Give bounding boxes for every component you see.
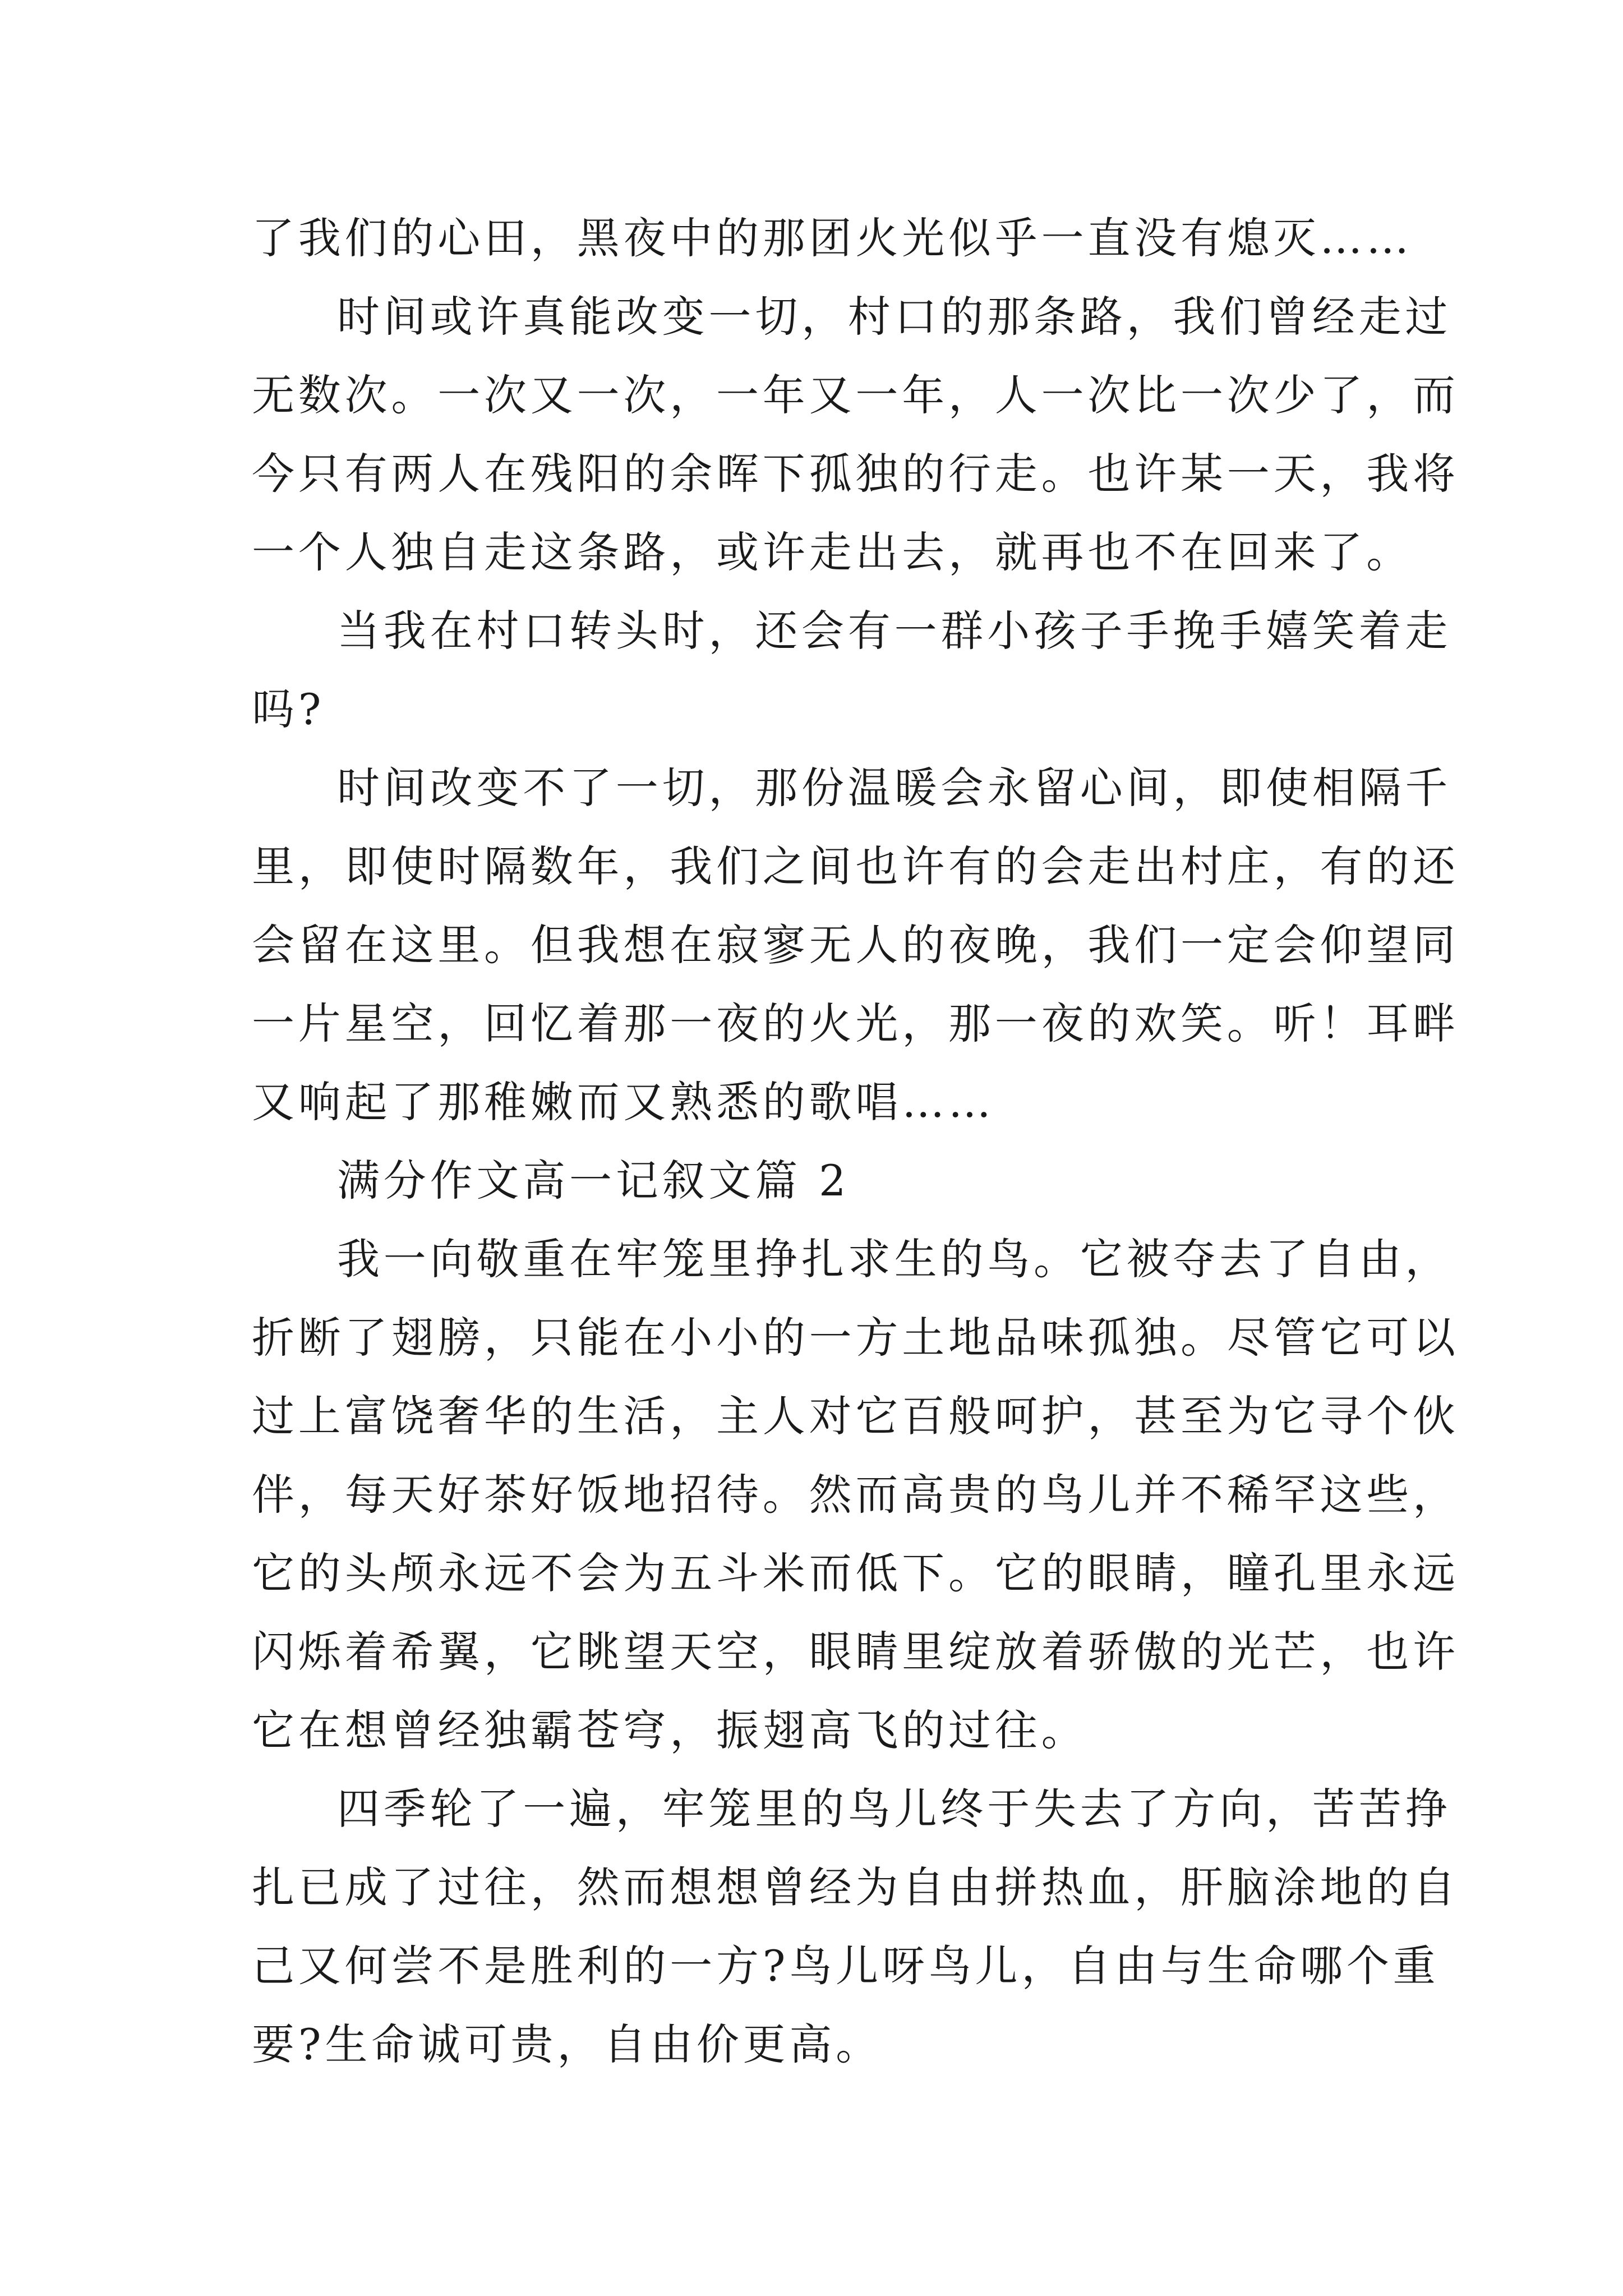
text-line: 会留在这里。但我想在寂寥无人的夜晚，我们一定会仰望同: [252, 920, 1459, 970]
text-line: 吗?: [252, 684, 325, 734]
text-line: 无数次。一次又一次，一年又一年，人一次比一次少了，而: [252, 370, 1459, 420]
text-line: 今只有两人在残阳的余晖下孤独的行走。也许某一天，我将: [252, 449, 1459, 499]
text-line: 伴，每天好茶好饭地招待。然而高贵的鸟儿并不稀罕这些，: [252, 1470, 1459, 1520]
text-line: 里，即使时隔数年，我们之间也许有的会走出村庄，有的还: [252, 841, 1459, 891]
text-line: 要?生命诚可贵，自由价更高。: [252, 2019, 882, 2069]
text-line: 一个人独自走这条路，或许走出去，就再也不在回来了。: [252, 527, 1413, 577]
section-heading: 满分作文高一记叙文篇 2: [337, 1156, 850, 1205]
text-line: 又响起了那稚嫩而又熟悉的歌唱……: [252, 1077, 995, 1127]
paragraph-start-line: 我一向敬重在牢笼里挣扎求生的鸟。它被夺去了自由，: [337, 1234, 1452, 1284]
text-line: 己又何尝不是胜利的一方?鸟儿呀鸟儿，自由与生命哪个重: [252, 1941, 1440, 1991]
text-line: 它的头颅永远不会为五斗米而低下。它的眼睛，瞳孔里永远: [252, 1548, 1459, 1598]
text-line: 闪烁着希翼，它眺望天空，眼睛里绽放着骄傲的光芒，也许: [252, 1627, 1459, 1677]
text-line: 了我们的心田，黑夜中的那团火光似乎一直没有熄灭……: [252, 213, 1413, 263]
text-line: 一片星空，回忆着那一夜的火光，那一夜的欢笑。听！耳畔: [252, 999, 1459, 1048]
paragraph-start-line: 时间改变不了一切，那份温暖会永留心间，即使相隔千: [337, 763, 1452, 813]
text-line: 过上富饶奢华的生活，主人对它百般呵护，甚至为它寻个伙: [252, 1391, 1459, 1441]
paragraph-start-line: 四季轮了一遍，牢笼里的鸟儿终于失去了方向，苦苦挣: [337, 1784, 1452, 1834]
paragraph-start-line: 时间或许真能改变一切，村口的那条路，我们曾经走过: [337, 292, 1452, 342]
text-line: 它在想曾经独霸苍穹，振翅高飞的过往。: [252, 1705, 1088, 1755]
text-line: 折断了翅膀，只能在小小的一方土地品味孤独。尽管它可以: [252, 1313, 1459, 1363]
paragraph-start-line: 当我在村口转头时，还会有一群小孩子手挽手嬉笑着走: [337, 606, 1452, 656]
text-line: 扎已成了过往，然而想想曾经为自由拼热血，肝脑涂地的自: [252, 1862, 1459, 1912]
